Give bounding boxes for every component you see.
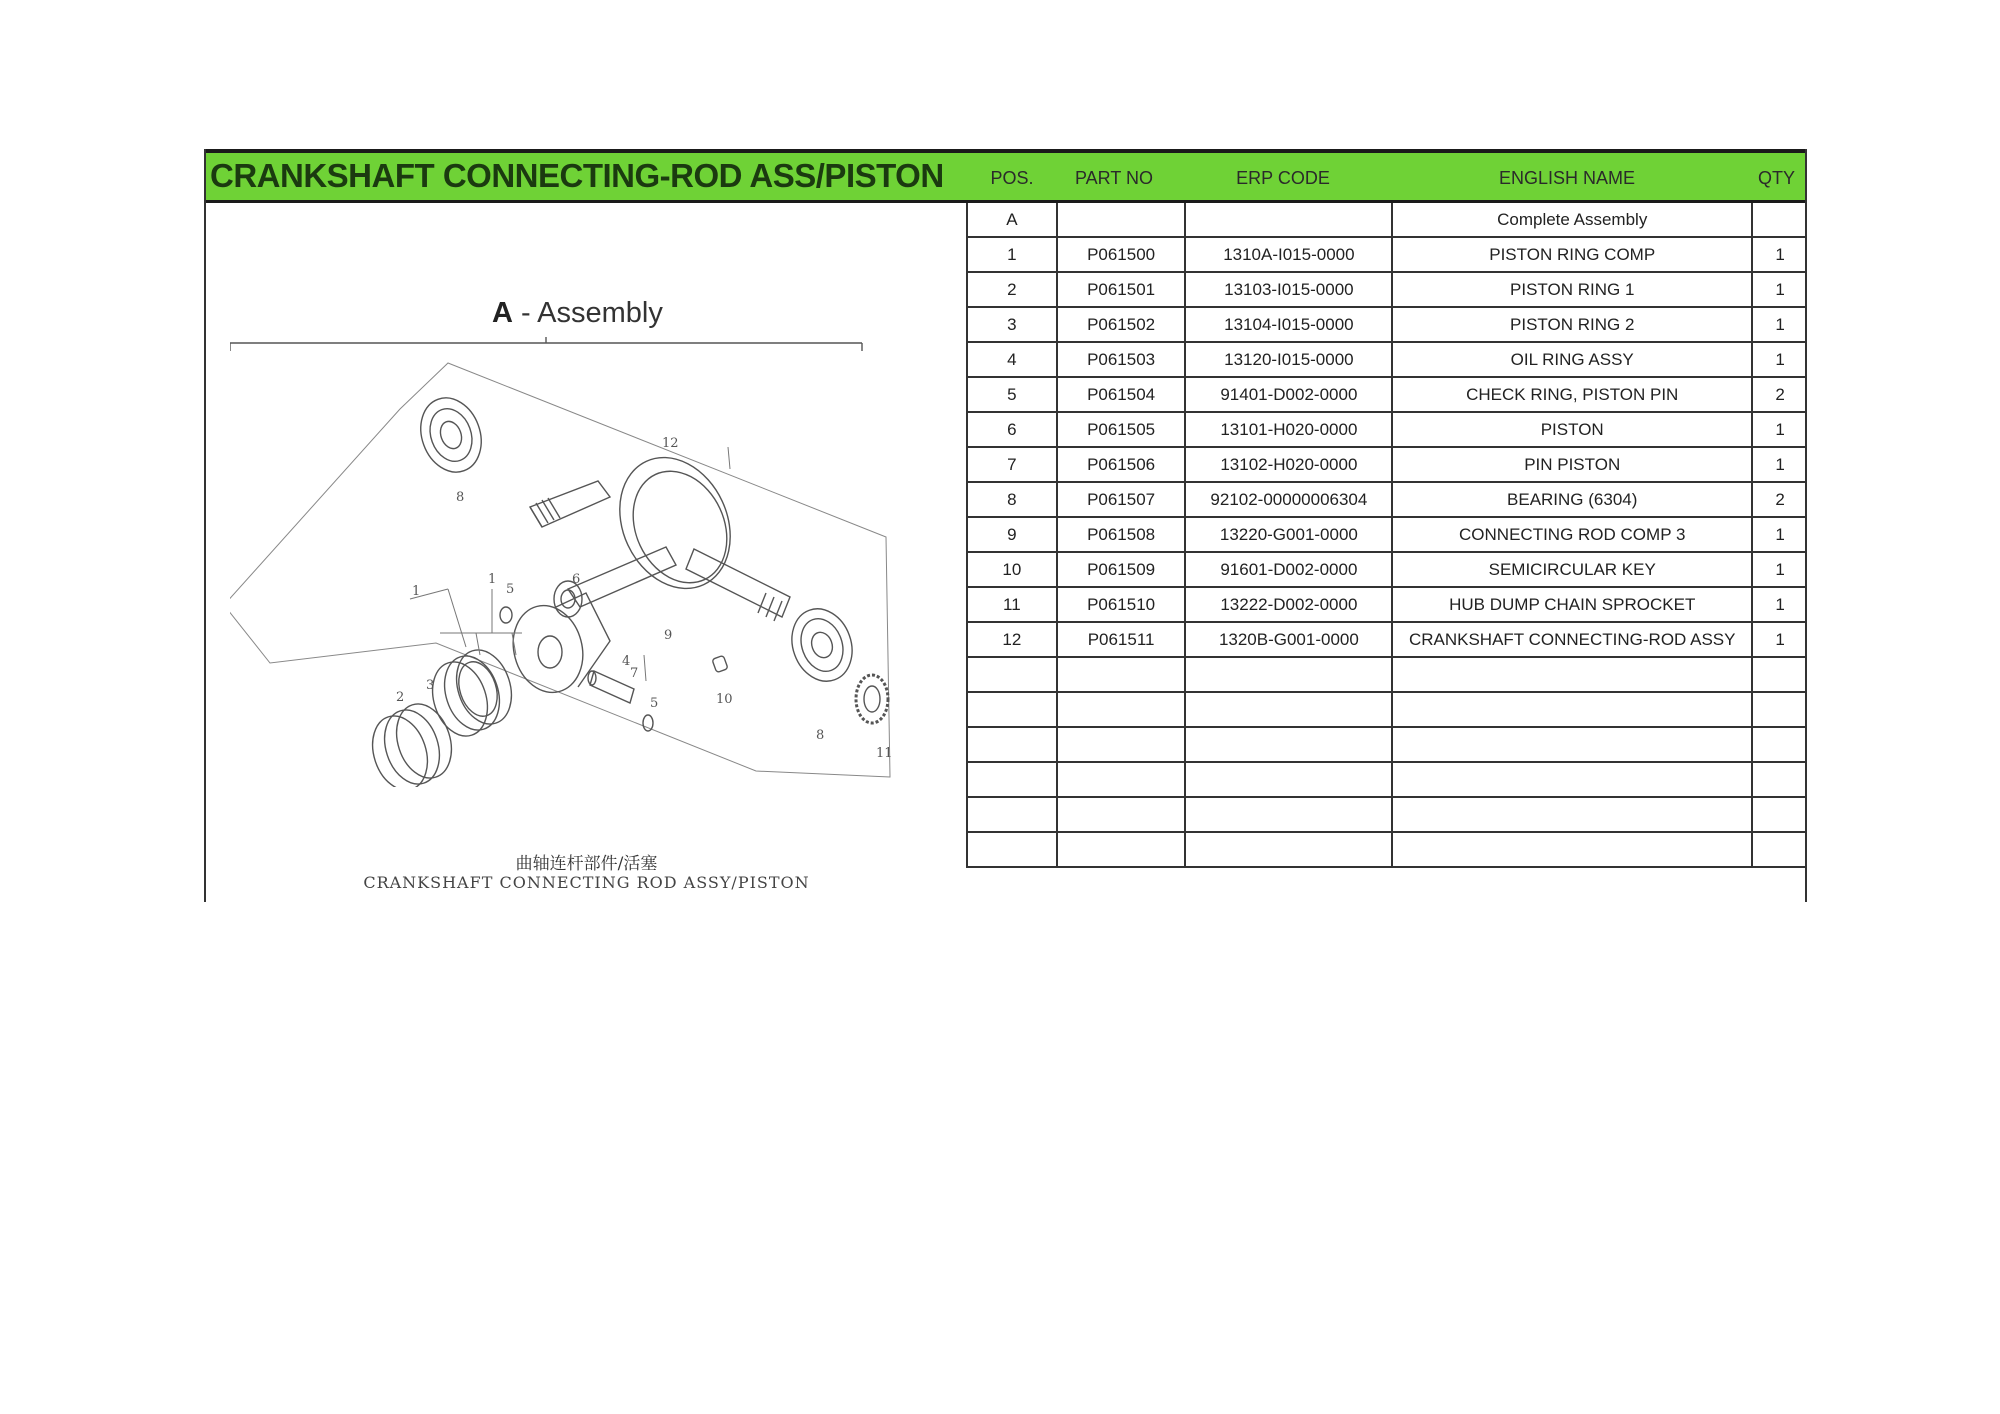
table-row <box>967 797 1807 832</box>
crankshaft <box>530 439 790 621</box>
assembly-letter: A <box>492 297 513 329</box>
cell-erp-code: 13102-H020-0000 <box>1185 447 1392 482</box>
cell-erp-code <box>1185 797 1392 832</box>
callout-2: 2 <box>396 690 405 705</box>
cell-part-no: P061505 <box>1057 412 1186 447</box>
cell-erp-code: 91601-D002-0000 <box>1185 552 1392 587</box>
cell-english-name: BEARING (6304) <box>1392 482 1752 517</box>
callout-6: 6 <box>572 572 581 587</box>
cell-english-name: Complete Assembly <box>1392 203 1752 237</box>
cell-english-name: OIL RING ASSY <box>1392 342 1752 377</box>
callout-5: 5 <box>506 582 515 597</box>
cell-english-name <box>1392 657 1752 692</box>
cell-english-name <box>1392 692 1752 727</box>
cell-english-name: PISTON <box>1392 412 1752 447</box>
callout-8b: 8 <box>816 728 825 743</box>
cell-qty <box>1752 797 1807 832</box>
cell-part-no <box>1057 727 1186 762</box>
cell-erp-code: 13222-D002-0000 <box>1185 587 1392 622</box>
piston-pin <box>588 671 634 703</box>
column-header-qty: QTY <box>1757 168 1795 188</box>
exploded-parts-drawing <box>230 337 930 787</box>
check-ring-upper <box>500 607 512 623</box>
callout-1b: 1 <box>488 572 497 587</box>
cell-pos: 10 <box>967 552 1057 587</box>
table-row <box>967 587 1807 622</box>
callout-4: 4 <box>622 654 631 669</box>
cell-pos: 9 <box>967 517 1057 552</box>
cell-erp-code: 1310A-I015-0000 <box>1185 237 1392 272</box>
table-row <box>967 622 1807 657</box>
bearing-right <box>782 600 862 689</box>
cell-english-name: PISTON RING 1 <box>1392 272 1752 307</box>
cell-part-no <box>1057 797 1186 832</box>
cell-pos: 2 <box>967 272 1057 307</box>
callout-numbers <box>396 436 893 761</box>
cell-erp-code: 92102-00000006304 <box>1185 482 1392 517</box>
cell-qty: 2 <box>1752 377 1807 412</box>
cell-pos <box>967 692 1057 727</box>
table-row <box>967 692 1807 727</box>
column-header-pos: POS. <box>990 168 1034 188</box>
cell-part-no <box>1057 203 1186 237</box>
cell-pos: 1 <box>967 237 1057 272</box>
cell-english-name: PISTON RING 2 <box>1392 307 1752 342</box>
cell-qty <box>1752 832 1807 867</box>
cell-part-no: P061504 <box>1057 377 1186 412</box>
cell-pos: A <box>967 203 1057 237</box>
leader-lines <box>410 447 730 681</box>
cell-qty <box>1752 692 1807 727</box>
table-row <box>967 482 1807 517</box>
callout-7: 7 <box>630 666 639 681</box>
cell-part-no: P061502 <box>1057 307 1186 342</box>
cell-english-name <box>1392 762 1752 797</box>
cell-part-no <box>1057 657 1186 692</box>
cell-qty: 1 <box>1752 517 1807 552</box>
column-header-english-name: ENGLISH NAME <box>1498 168 1636 188</box>
cell-pos: 8 <box>967 482 1057 517</box>
cell-pos: 3 <box>967 307 1057 342</box>
cell-qty: 1 <box>1752 587 1807 622</box>
cell-part-no: P061507 <box>1057 482 1186 517</box>
callout-1: 1 <box>412 584 421 599</box>
cell-pos: 11 <box>967 587 1057 622</box>
table-row <box>967 272 1807 307</box>
table-row <box>967 377 1807 412</box>
cell-erp-code <box>1185 762 1392 797</box>
parts-table <box>966 203 1807 868</box>
cell-part-no: P061506 <box>1057 447 1186 482</box>
cell-pos: 4 <box>967 342 1057 377</box>
cell-english-name: CRANKSHAFT CONNECTING-ROD ASSY <box>1392 622 1752 657</box>
table-row <box>967 203 1807 237</box>
table-row <box>967 237 1807 272</box>
table-row <box>967 552 1807 587</box>
cell-erp-code: 1320B-G001-0000 <box>1185 622 1392 657</box>
cell-erp-code: 91401-D002-0000 <box>1185 377 1392 412</box>
sheet-title: CRANKSHAFT CONNECTING-ROD ASS/PISTON <box>210 157 944 194</box>
assembly-bracket <box>230 337 862 351</box>
cell-qty: 1 <box>1752 412 1807 447</box>
cell-erp-code: 13220-G001-0000 <box>1185 517 1392 552</box>
chain-sprocket <box>856 675 888 723</box>
cell-qty: 1 <box>1752 307 1807 342</box>
cell-pos <box>967 657 1057 692</box>
cell-pos: 7 <box>967 447 1057 482</box>
cell-erp-code <box>1185 203 1392 237</box>
assembly-suffix: - Assembly <box>512 297 663 329</box>
cell-qty: 1 <box>1752 447 1807 482</box>
cell-part-no: P061501 <box>1057 272 1186 307</box>
semicircular-key <box>712 655 728 672</box>
table-row <box>967 657 1807 692</box>
table-row <box>967 342 1807 377</box>
cell-part-no: P061511 <box>1057 622 1186 657</box>
piston-rings-loose <box>364 697 461 787</box>
cell-part-no: P061500 <box>1057 237 1186 272</box>
table-row <box>967 517 1807 552</box>
cell-part-no <box>1057 762 1186 797</box>
callout-3: 3 <box>426 678 435 693</box>
cell-qty: 2 <box>1752 482 1807 517</box>
cell-english-name: PIN PISTON <box>1392 447 1752 482</box>
cell-pos <box>967 762 1057 797</box>
cell-pos: 6 <box>967 412 1057 447</box>
callout-12: 12 <box>662 436 679 451</box>
cell-qty: 1 <box>1752 272 1807 307</box>
cell-erp-code <box>1185 727 1392 762</box>
header-bar <box>204 153 1807 203</box>
cell-qty <box>1752 762 1807 797</box>
cell-erp-code: 13101-H020-0000 <box>1185 412 1392 447</box>
callout-8: 8 <box>456 490 465 505</box>
diagram-panel <box>206 203 967 902</box>
cell-english-name <box>1392 797 1752 832</box>
callout-11: 11 <box>876 746 893 761</box>
cell-part-no: P061508 <box>1057 517 1186 552</box>
table-row <box>967 727 1807 762</box>
cell-pos <box>967 727 1057 762</box>
callout-9: 9 <box>664 628 673 643</box>
caption-chinese: 曲轴连杆部件/活塞 <box>515 854 658 874</box>
table-row <box>967 447 1807 482</box>
cell-qty: 1 <box>1752 237 1807 272</box>
cell-erp-code: 13120-I015-0000 <box>1185 342 1392 377</box>
cell-qty <box>1752 657 1807 692</box>
cell-english-name <box>1392 832 1752 867</box>
table-row <box>967 307 1807 342</box>
cell-erp-code <box>1185 832 1392 867</box>
cell-qty <box>1752 727 1807 762</box>
cell-english-name: SEMICIRCULAR KEY <box>1392 552 1752 587</box>
table-row <box>967 762 1807 797</box>
check-ring-lower <box>643 715 653 731</box>
cell-part-no: P061509 <box>1057 552 1186 587</box>
cell-qty <box>1752 203 1807 237</box>
column-header-part-no: PART NO <box>1074 168 1154 188</box>
cell-erp-code: 13104-I015-0000 <box>1185 307 1392 342</box>
cell-english-name: CHECK RING, PISTON PIN <box>1392 377 1752 412</box>
cell-qty: 1 <box>1752 342 1807 377</box>
column-header-erp-code: ERP CODE <box>1236 168 1330 188</box>
cell-english-name: PISTON RING COMP <box>1392 237 1752 272</box>
assembly-label <box>492 297 663 330</box>
cell-pos <box>967 797 1057 832</box>
cell-erp-code <box>1185 692 1392 727</box>
callout-10: 10 <box>716 692 733 707</box>
cell-qty: 1 <box>1752 552 1807 587</box>
cell-erp-code <box>1185 657 1392 692</box>
parts-sheet <box>204 149 1807 902</box>
cell-qty: 1 <box>1752 622 1807 657</box>
table-row <box>967 832 1807 867</box>
exploded-view-outline <box>230 363 890 777</box>
cell-english-name: CONNECTING ROD COMP 3 <box>1392 517 1752 552</box>
cell-part-no <box>1057 692 1186 727</box>
cell-english-name: HUB DUMP CHAIN SPROCKET <box>1392 587 1752 622</box>
table-row <box>967 412 1807 447</box>
parts-table-body <box>967 203 1807 867</box>
cell-part-no: P061510 <box>1057 587 1186 622</box>
cell-part-no <box>1057 832 1186 867</box>
bearing-left <box>411 389 491 480</box>
callout-5b: 5 <box>650 696 659 711</box>
cell-pos <box>967 832 1057 867</box>
cell-pos: 12 <box>967 622 1057 657</box>
cell-part-no: P061503 <box>1057 342 1186 377</box>
cell-pos: 5 <box>967 377 1057 412</box>
cell-erp-code: 13103-I015-0000 <box>1185 272 1392 307</box>
cell-english-name <box>1392 727 1752 762</box>
caption-english: CRANKSHAFT CONNECTING ROD ASSY/PISTON <box>363 873 810 892</box>
